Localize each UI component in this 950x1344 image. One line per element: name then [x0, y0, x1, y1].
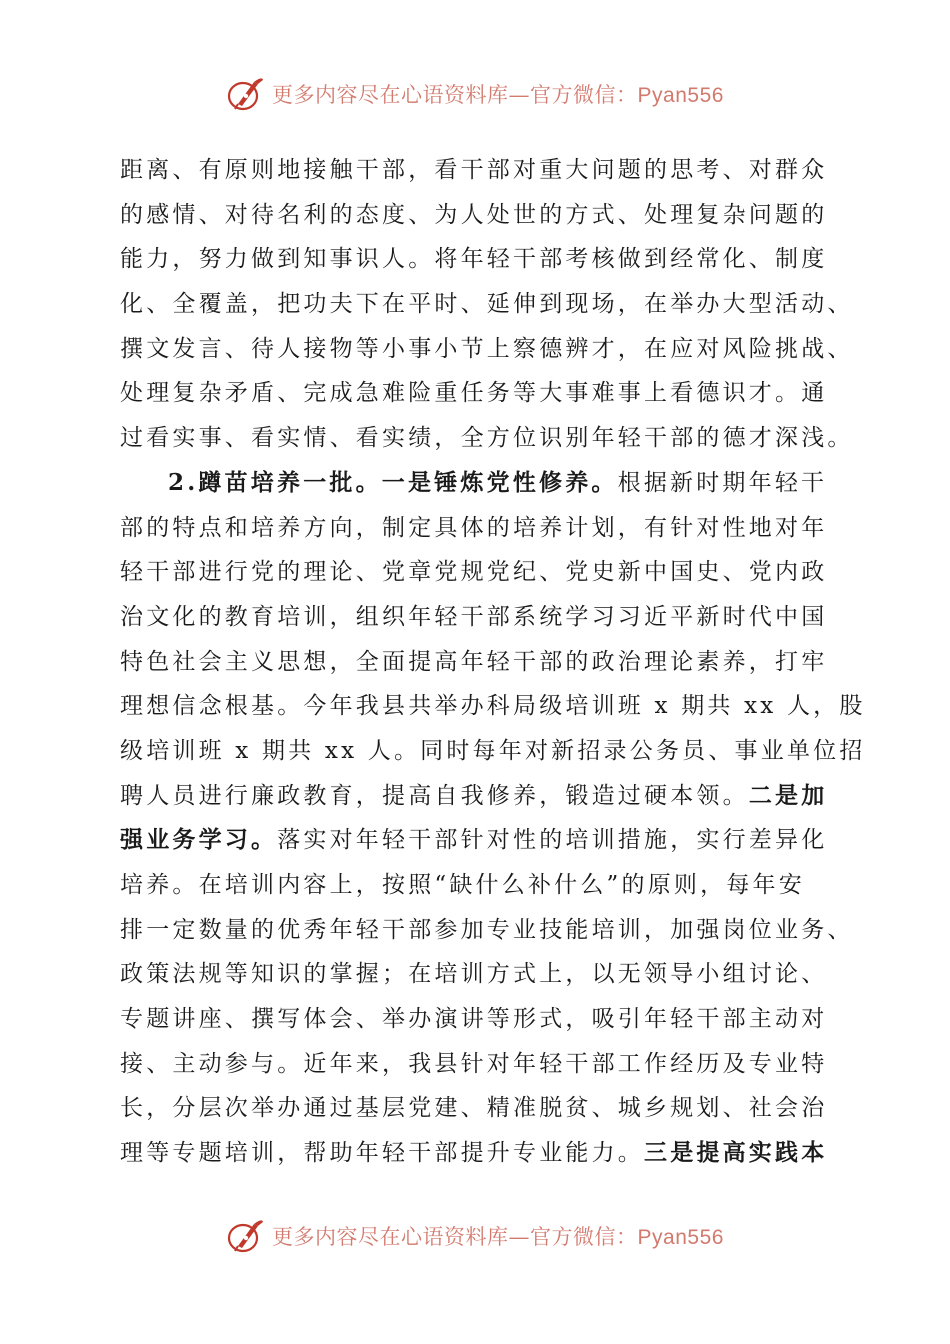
text-line — [120, 282, 854, 327]
footer-watermark — [0, 1212, 950, 1260]
text-line — [120, 1042, 832, 1087]
body-text-run: 化、全覆盖，把功夫下在平时、延伸到现场，在举办大型活动、 — [120, 291, 854, 318]
bold-heading-text: 二是加 — [748, 781, 828, 809]
body-text-run: 政策法规等知识的掌握；在培训方式上，以无领导小组讨论、 — [120, 961, 828, 988]
header-watermark — [0, 70, 950, 118]
text-line — [120, 416, 854, 461]
body-text-run: 轻干部进行党的理论、党章党规党纪、党史新中国史、党内政 — [120, 559, 828, 586]
text-line — [120, 863, 832, 908]
text-line — [120, 1131, 832, 1176]
text-line — [120, 729, 866, 774]
quill-logo-icon — [226, 74, 266, 114]
text-line — [120, 371, 832, 416]
text-line — [120, 908, 854, 953]
bold-heading-text: 三是提高实践本 — [644, 1139, 828, 1167]
text-line — [120, 550, 832, 595]
body-text-run: 的感情、对待名利的态度、为人处世的方式、处理复杂问题的 — [120, 201, 828, 228]
body-text-run: 距离、有原则地接触干部，看干部对重大问题的思考、对群众 — [120, 157, 828, 183]
document-body — [120, 148, 866, 1176]
quill-logo-icon — [226, 1216, 266, 1256]
text-line — [120, 818, 832, 863]
text-line — [120, 148, 832, 193]
bold-heading-text: 2.蹲苗培养一批。一是锤炼党性修养。 — [168, 468, 618, 496]
body-text-run: 落实对年轻干部针对性的培训措施，实行差异化 — [277, 827, 828, 854]
body-text-run: 接、主动参与。近年来，我县针对年轻干部工作经历及专业特 — [120, 1050, 828, 1077]
body-text-run: 特色社会主义思想，全面提高年轻干部的政治理论素养，打牢 — [120, 648, 828, 675]
body-text-run: 处理复杂矛盾、完成急难险重任务等大事难事上看德识才。通 — [120, 380, 828, 407]
body-text-run: 根据新时期年轻干 — [617, 469, 828, 496]
body-text-run: 专题讲座、撰写体会、举办演讲等形式，吸引年轻干部主动对 — [120, 1006, 828, 1033]
text-line — [120, 193, 832, 238]
body-text-run: 级培训班 x 期共 xx 人。同时每年对新招录公务员、事业单位招 — [120, 737, 866, 764]
text-line — [120, 327, 854, 372]
body-text-run: 培养。在培训内容上，按照“缺什么补什么”的原则，每年安 — [120, 872, 805, 898]
body-text-run: 过看实事、看实情、看实绩，全方位识别年轻干部的德才深浅。 — [120, 425, 854, 452]
watermark-text: 更多内容尽在心语资料库—官方微信：Pyan556 — [272, 1225, 724, 1249]
text-line — [120, 237, 832, 282]
text-line — [120, 640, 832, 685]
body-text-run: 排一定数量的优秀年轻干部参加专业技能培训，加强岗位业务、 — [120, 916, 854, 943]
watermark-text: 更多内容尽在心语资料库—官方微信：Pyan556 — [272, 83, 724, 107]
text-line — [120, 774, 832, 819]
text-line — [120, 997, 832, 1042]
text-line — [120, 1086, 832, 1131]
text-line — [120, 506, 832, 551]
text-line — [120, 952, 832, 997]
text-line — [120, 595, 832, 640]
body-text-run: 能力，努力做到知事识人。将年轻干部考核做到经常化、制度 — [120, 246, 828, 273]
text-line — [120, 684, 866, 729]
body-text-run: 长，分层次举办通过基层党建、精准脱贫、城乡规划、社会治 — [120, 1095, 828, 1122]
text-line — [120, 461, 832, 506]
body-text-run: 理等专题培训，帮助年轻干部提升专业能力。 — [120, 1140, 644, 1167]
body-text-run: 治文化的教育培训，组织年轻干部系统学习习近平新时代中国 — [120, 603, 828, 630]
body-text-run: 聘人员进行廉政教育，提高自我修养，锻造过硬本领。 — [120, 782, 749, 809]
bold-heading-text: 强业务学习。 — [120, 826, 278, 854]
body-text-run: 理想信念根基。今年我县共举办科局级培训班 x 期共 xx 人，股 — [120, 693, 866, 720]
body-text-run: 部的特点和培养方向，制定具体的培养计划，有针对性地对年 — [120, 514, 828, 541]
body-text-run: 撰文发言、待人接物等小事小节上察德辨才，在应对风险挑战、 — [120, 335, 854, 362]
